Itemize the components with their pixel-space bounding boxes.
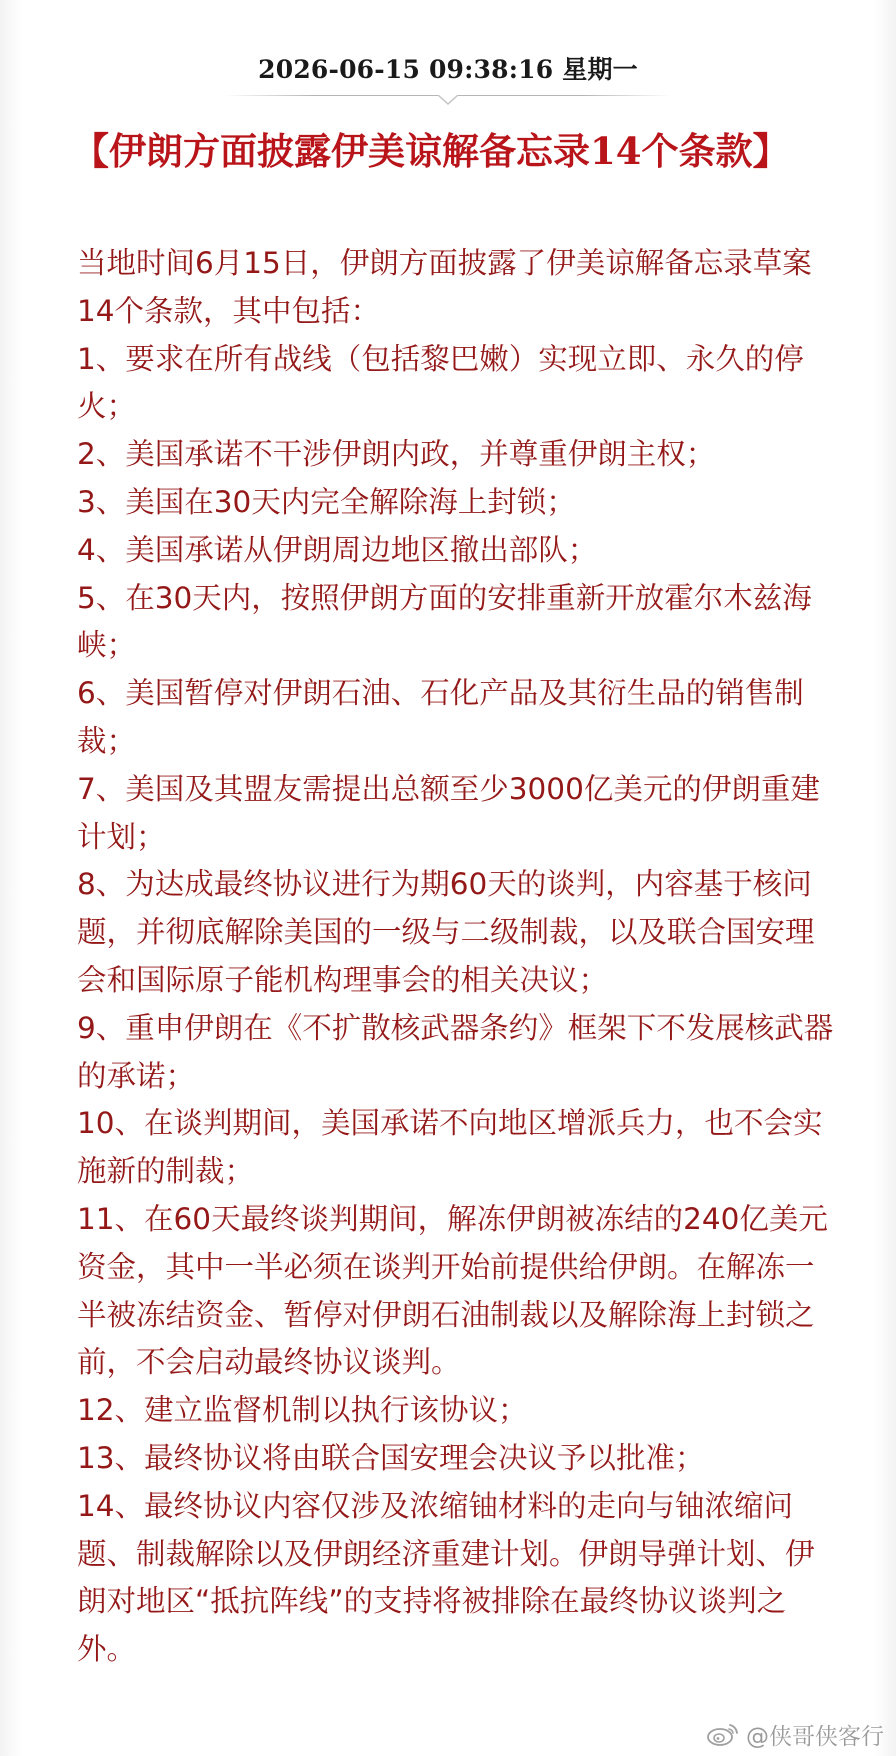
clause-11: 11、在60天最终谈判期间，解冻伊朗被冻结的240亿美元资金，其中一半必须在谈判开始前提供给伊朗。在解冻一半被冻结资金、暂停对伊朗石油制裁以及解除海上封锁之前，不会启动最终协议谈判。 — [77, 1201, 828, 1380]
timestamp: 2026-06-15 09:38:16 星期一 — [258, 55, 638, 84]
clause-4: 4、美国承诺从伊朗周边地区撤出部队； — [77, 532, 598, 567]
clause-2: 2、美国承诺不干涉伊朗内政，并尊重伊朗主权； — [77, 437, 716, 472]
divider-notch-inner — [439, 95, 457, 103]
clause-1: 1、要求在所有战线（包括黎巴嫩）实现立即、永久的停火； — [77, 341, 804, 424]
header — [0, 50, 896, 86]
clause-3: 3、美国在30天内完全解除海上封锁； — [77, 484, 576, 519]
clause-9: 9、重申伊朗在《不扩散核武器条约》框架下不发展核武器的承诺； — [77, 1010, 834, 1093]
clause-7: 7、美国及其盟友需提出总额至少3000亿美元的伊朗重建计划； — [77, 771, 820, 854]
clause-12: 12、建立监督机制以执行该协议； — [77, 1393, 528, 1428]
weibo-icon — [706, 1721, 740, 1747]
clause-14: 14、最终协议内容仅涉及浓缩铀材料的走向与铀浓缩问题、制裁解除以及伊朗经济重建计划。伊朗导弹计划、伊朗对地区“抵抗阵线”的支持将被排除在最终协议谈判之外。 — [77, 1488, 815, 1667]
watermark — [706, 1719, 884, 1749]
watermark-text: @侠哥侠客行 — [746, 1723, 884, 1750]
clause-13: 13、最终协议将由联合国安理会决议予以批准； — [77, 1440, 705, 1475]
article-intro: 当地时间6月15日，伊朗方面披露了伊美谅解备忘录草案14个条款，其中包括： — [77, 246, 812, 328]
article-title: 【伊朗方面披露伊美谅解备忘录14个条款】 — [72, 129, 790, 173]
clause-10: 10、在谈判期间，美国承诺不向地区增派兵力，也不会实施新的制裁； — [77, 1106, 823, 1189]
clause-8: 8、为达成最终协议进行为期60天的谈判，内容基于核问题，并彻底解除美国的一级与二级制裁，以及联合国安理会和国际原子能机构理事会的相关决议； — [77, 867, 815, 997]
clause-6: 6、美国暂停对伊朗石油、石化产品及其衍生品的销售制裁； — [77, 676, 804, 758]
article-body — [77, 240, 837, 1674]
clause-5: 5、在30天内，按照伊朗方面的安排重新开放霍尔木兹海峡； — [77, 580, 812, 663]
